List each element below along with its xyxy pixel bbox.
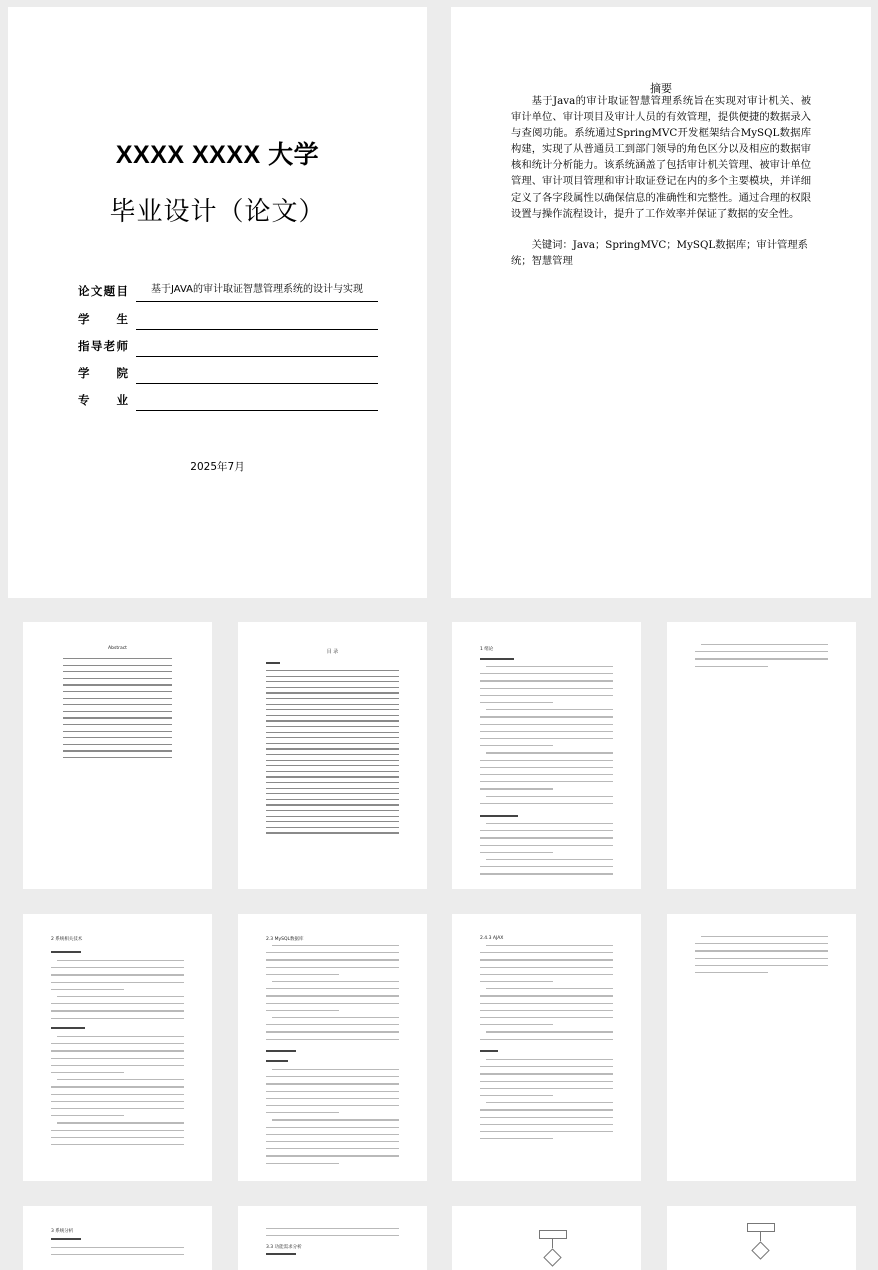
text-line xyxy=(266,788,399,789)
text-line xyxy=(266,1141,399,1142)
text-line xyxy=(266,771,399,772)
text-line xyxy=(272,1069,399,1070)
text-line xyxy=(266,720,399,721)
text-line xyxy=(480,967,613,968)
text-line xyxy=(51,1130,184,1131)
text-line xyxy=(266,1112,339,1113)
text-line xyxy=(480,995,613,996)
text-line xyxy=(486,1059,613,1060)
heading-line xyxy=(266,662,280,664)
field-value xyxy=(136,361,378,384)
text-line xyxy=(480,673,613,674)
text-line xyxy=(695,658,828,659)
thumbnail-title: Abstract xyxy=(108,646,127,651)
flowchart-box xyxy=(539,1230,567,1239)
text-line xyxy=(480,1081,613,1082)
heading-line xyxy=(266,1253,296,1255)
text-line xyxy=(266,952,399,953)
text-line xyxy=(480,1017,613,1018)
text-line xyxy=(266,776,399,777)
text-line xyxy=(266,726,399,727)
text-line xyxy=(695,943,828,944)
thumbnail-title: 1 绪论 xyxy=(480,647,494,652)
text-line xyxy=(480,845,613,846)
text-line xyxy=(480,830,613,831)
text-line xyxy=(480,760,613,761)
text-line xyxy=(266,988,399,989)
text-line xyxy=(266,765,399,766)
text-line xyxy=(480,837,613,838)
text-line xyxy=(51,1144,184,1145)
text-line xyxy=(63,711,172,712)
text-line xyxy=(480,716,613,717)
field-label: 学生 xyxy=(78,312,128,326)
text-line xyxy=(266,810,399,811)
text-line xyxy=(51,974,184,975)
text-line xyxy=(480,688,613,689)
text-line xyxy=(486,945,613,946)
text-line xyxy=(63,717,172,718)
text-line xyxy=(266,827,399,828)
text-line xyxy=(266,959,399,960)
cover-page xyxy=(8,7,427,598)
heading-line xyxy=(480,815,518,817)
text-line xyxy=(266,816,399,817)
text-line xyxy=(51,1003,184,1004)
text-line xyxy=(51,1254,184,1255)
thumbnail-title: 3 系统分析 xyxy=(51,1229,74,1234)
text-line xyxy=(695,958,828,959)
page-thumbnail[interactable] xyxy=(23,1206,212,1270)
text-line xyxy=(63,698,172,699)
text-line xyxy=(272,981,399,982)
text-line xyxy=(480,1073,613,1074)
text-line xyxy=(272,1119,399,1120)
text-line xyxy=(266,704,399,705)
text-line xyxy=(51,967,184,968)
text-line xyxy=(266,799,399,800)
text-line xyxy=(480,952,613,953)
text-line xyxy=(480,852,553,853)
text-line xyxy=(266,754,399,755)
text-line xyxy=(57,996,184,997)
text-line xyxy=(272,945,399,946)
text-line xyxy=(480,731,613,732)
text-line xyxy=(63,737,172,738)
field-value xyxy=(136,388,378,411)
text-line xyxy=(266,743,399,744)
text-line xyxy=(266,1127,399,1128)
text-line xyxy=(266,1024,399,1025)
text-line xyxy=(51,1137,184,1138)
text-line xyxy=(695,651,828,652)
text-line xyxy=(480,1109,613,1110)
field-label: 指导老师 xyxy=(78,339,128,353)
text-line xyxy=(63,704,172,705)
page-thumbnail[interactable] xyxy=(238,622,427,889)
thumbnail-title: 2.4.3 AJAX xyxy=(480,936,504,941)
text-line xyxy=(63,678,172,679)
flowchart-decision xyxy=(543,1248,561,1266)
text-line xyxy=(480,724,613,725)
text-line xyxy=(695,965,828,966)
flowchart-arrow xyxy=(760,1231,761,1241)
text-line xyxy=(266,1083,399,1084)
text-line xyxy=(51,1043,184,1044)
text-line xyxy=(51,1050,184,1051)
heading-line xyxy=(266,1050,296,1052)
text-line xyxy=(266,1105,399,1106)
text-line xyxy=(266,1039,399,1040)
text-line xyxy=(266,1148,399,1149)
text-line xyxy=(701,644,828,645)
text-line xyxy=(480,1088,613,1089)
text-line xyxy=(480,745,553,746)
text-line xyxy=(486,796,613,797)
text-line xyxy=(266,1098,399,1099)
text-line xyxy=(480,1131,613,1132)
text-line xyxy=(486,1031,613,1032)
text-line xyxy=(51,1058,184,1059)
heading-line xyxy=(51,1027,85,1029)
abstract-heading: 摘要 xyxy=(650,82,672,95)
text-line xyxy=(486,1102,613,1103)
page-thumbnail[interactable] xyxy=(238,914,427,1181)
text-line xyxy=(63,744,172,745)
page-thumbnail[interactable] xyxy=(23,622,212,889)
heading-line xyxy=(51,951,81,953)
text-line xyxy=(480,781,613,782)
text-line xyxy=(480,1024,553,1025)
field-value: 基于JAVA的审计取证智慧管理系统的设计与实现 xyxy=(136,279,378,302)
text-line xyxy=(266,670,399,671)
text-line xyxy=(266,974,339,975)
text-line xyxy=(266,804,399,805)
text-line xyxy=(51,1094,184,1095)
text-line xyxy=(266,1228,399,1229)
page-thumbnail[interactable] xyxy=(667,914,856,1181)
text-line xyxy=(266,967,399,968)
field-student xyxy=(78,306,378,330)
text-line xyxy=(266,995,399,996)
text-line xyxy=(480,767,613,768)
text-line xyxy=(486,752,613,753)
text-line xyxy=(266,832,399,833)
thumbnail-title: 2 系统相关技术 xyxy=(51,937,83,942)
text-line xyxy=(266,732,399,733)
text-line xyxy=(266,681,399,682)
field-advisor xyxy=(78,333,378,357)
text-line xyxy=(51,1018,184,1019)
page-thumbnail[interactable] xyxy=(238,1206,427,1270)
abstract-body: 基于Java的审计取证智慧管理系统旨在实现对审计机关、被审计单位、审计项目及审计人员的有效管理，提供便捷的数据录入与查阅功能。系统通过SpringMVC开发框架结合MySQL数据库构建，实现了从普通员工到部门领导的角色区分以及相应的数据审核和统计分析能力。该系统涵盖了包括审计机关管理、被审计单位管理、审计项目管理和审计取证登记在内的多个主要模块，并详细定义了各字段属性以确保信息的准确性和完整性。通过合理的权限设置与操作流程设计，提升了工作效率并保证了数据的安全性。 xyxy=(511,95,811,220)
text-line xyxy=(480,1039,613,1040)
heading-line xyxy=(480,658,514,660)
field-label: 论文题目 xyxy=(78,284,128,298)
text-line xyxy=(266,1076,399,1077)
text-line xyxy=(266,709,399,710)
page-thumbnail[interactable] xyxy=(452,1206,641,1270)
text-line xyxy=(266,1091,399,1092)
field-value xyxy=(136,334,378,357)
field-label: 学院 xyxy=(78,366,128,380)
text-line xyxy=(51,989,124,990)
text-line xyxy=(266,1003,399,1004)
text-line xyxy=(266,782,399,783)
text-line xyxy=(695,972,768,973)
page-thumbnail[interactable] xyxy=(23,914,212,1181)
flowchart-decision xyxy=(751,1241,769,1259)
text-line xyxy=(266,1031,399,1032)
text-line xyxy=(51,1086,184,1087)
university-name: XXXX XXXX 大学 xyxy=(115,141,320,169)
text-line xyxy=(480,1003,613,1004)
text-line xyxy=(51,1072,124,1073)
text-line xyxy=(480,803,613,804)
text-line xyxy=(63,684,172,685)
text-line xyxy=(266,760,399,761)
abstract-keywords: 关键词：Java；SpringMVC；MySQL数据库；审计管理系统；智慧管理 xyxy=(511,239,808,268)
abstract-page xyxy=(451,7,871,598)
text-line xyxy=(51,1010,184,1011)
text-line xyxy=(480,1124,613,1125)
text-line xyxy=(63,757,172,758)
text-line xyxy=(480,1138,553,1139)
text-line xyxy=(480,738,613,739)
text-line xyxy=(266,1155,399,1156)
text-line xyxy=(695,950,828,951)
field-topic xyxy=(78,278,378,302)
text-line xyxy=(266,676,399,677)
flowchart-box xyxy=(747,1223,775,1232)
text-line xyxy=(480,702,553,703)
text-line xyxy=(480,959,613,960)
text-line xyxy=(266,737,399,738)
text-line xyxy=(63,665,172,666)
text-line xyxy=(51,1065,184,1066)
text-line xyxy=(701,936,828,937)
text-line xyxy=(51,1115,124,1116)
text-line xyxy=(695,666,768,667)
text-line xyxy=(266,715,399,716)
text-line xyxy=(51,1101,184,1102)
text-line xyxy=(486,859,613,860)
text-line xyxy=(486,823,613,824)
text-line xyxy=(480,1095,553,1096)
text-line xyxy=(266,692,399,693)
text-line xyxy=(480,981,553,982)
text-line xyxy=(57,1079,184,1080)
thumbnail-title: 3.3 功能需求分析 xyxy=(266,1245,302,1250)
text-line xyxy=(272,1017,399,1018)
text-line xyxy=(480,1066,613,1067)
text-line xyxy=(63,724,172,725)
thesis-title: 毕业设计（论文） xyxy=(109,197,326,227)
field-major xyxy=(78,387,378,411)
text-line xyxy=(63,671,172,672)
page-thumbnail[interactable] xyxy=(452,622,641,889)
text-line xyxy=(480,788,553,789)
page-thumbnail[interactable] xyxy=(667,1206,856,1270)
text-line xyxy=(480,680,613,681)
text-line xyxy=(266,821,399,822)
text-line xyxy=(63,750,172,751)
text-line xyxy=(51,1247,184,1248)
text-line xyxy=(57,1122,184,1123)
text-line xyxy=(57,960,184,961)
text-line xyxy=(266,1010,339,1011)
text-line xyxy=(63,731,172,732)
text-line xyxy=(266,1134,399,1135)
text-line xyxy=(486,988,613,989)
heading-line xyxy=(51,1238,81,1240)
text-line xyxy=(480,1117,613,1118)
text-line xyxy=(480,866,613,867)
text-line xyxy=(480,774,613,775)
text-line xyxy=(51,1108,184,1109)
text-line xyxy=(486,709,613,710)
heading-line xyxy=(266,1060,288,1062)
text-line xyxy=(266,748,399,749)
field-value xyxy=(136,307,378,330)
text-line xyxy=(480,1010,613,1011)
page-thumbnail[interactable] xyxy=(452,914,641,1181)
text-line xyxy=(266,698,399,699)
text-line xyxy=(63,658,172,659)
thumbnail-title: 2.3 MySQL数据库 xyxy=(266,937,304,942)
text-line xyxy=(63,691,172,692)
text-line xyxy=(266,687,399,688)
text-line xyxy=(51,982,184,983)
page-thumbnail[interactable] xyxy=(667,622,856,889)
heading-line xyxy=(480,1050,498,1052)
text-line xyxy=(57,1036,184,1037)
cover-date: 2025年7月 xyxy=(190,461,245,473)
text-line xyxy=(480,873,613,874)
text-line xyxy=(266,1163,339,1164)
text-line xyxy=(480,974,613,975)
flowchart-arrow xyxy=(552,1238,553,1248)
text-line xyxy=(480,695,613,696)
text-line xyxy=(486,666,613,667)
text-line xyxy=(266,1235,399,1236)
thumbnail-title: 目 录 xyxy=(326,649,339,655)
text-line xyxy=(266,793,399,794)
field-label: 专业 xyxy=(78,393,128,407)
field-college xyxy=(78,360,378,384)
